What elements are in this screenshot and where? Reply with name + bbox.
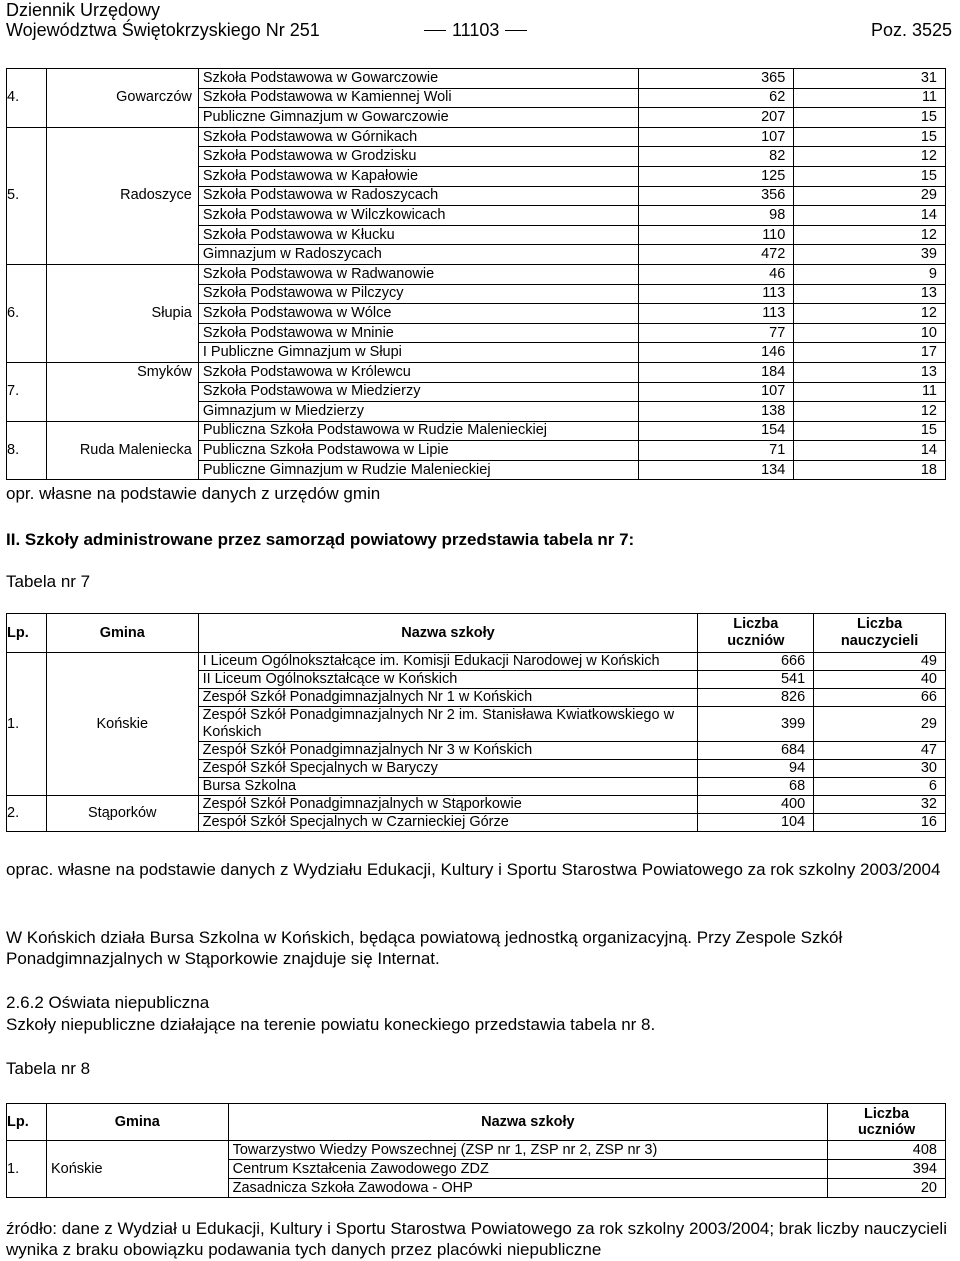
- table-row-teachers: 17: [794, 343, 946, 363]
- table-row: [7, 186, 946, 206]
- table7-title: Tabela nr 7: [6, 572, 91, 591]
- note-gminy-source: opr. własne na podstawie danych z urzędów gmin: [6, 484, 381, 503]
- table-row-school: Publiczna Szkoła Podstawowa w Lipie: [198, 441, 638, 461]
- table-row-teachers: 12: [794, 402, 946, 422]
- t8-header-gmina: Gmina: [46, 1104, 228, 1141]
- journal-subtitle: Województwa Świętokrzyskiego Nr 251: [6, 20, 320, 40]
- table-row: [7, 421, 946, 441]
- table-row-school: Towarzystwo Wiedzy Powszechnej (ZSP nr 1, ZSP nr 2, ZSP nr 3): [228, 1141, 828, 1160]
- t8-header-students: [828, 1104, 946, 1141]
- t8-header-lp: Lp.: [7, 1104, 47, 1141]
- table-row-lp: 5.: [7, 186, 47, 206]
- table-row-lp: [7, 264, 47, 284]
- table-row-students: 541: [698, 671, 814, 689]
- table-row-students: 71: [638, 441, 794, 461]
- table-row-teachers: 30: [814, 760, 946, 778]
- paragraph-bursa: W Końskich działa Bursa Szkolna w Końskich, będąca powiatową jednostką organizacyjną. Przy Zespole Szkół Ponadgimnazjalnych w Stąporkowie znajduje się Internat.: [6, 928, 843, 968]
- table-row-students: 20: [828, 1179, 946, 1198]
- table-row-teachers: 15: [794, 166, 946, 186]
- table-row-students: 107: [638, 382, 794, 402]
- table-row-students: 113: [638, 304, 794, 324]
- table-row: [7, 166, 946, 186]
- table-row-lp: [7, 225, 47, 245]
- table-row-lp: [7, 343, 47, 363]
- table-row-teachers: 15: [794, 421, 946, 441]
- table-row-school: Gimnazjum w Radoszycach: [198, 245, 638, 265]
- t7-lp-2: 2.: [7, 796, 47, 832]
- table-row-students: 94: [698, 760, 814, 778]
- table-row-gmina: Radoszyce: [46, 186, 198, 206]
- table-row-teachers: 14: [794, 441, 946, 461]
- table-row-school: Szkoła Podstawowa w Królewcu: [198, 362, 638, 382]
- page-number-text: 11103: [452, 20, 500, 40]
- table-row-gmina: [46, 225, 198, 245]
- table-row-gmina: [46, 206, 198, 226]
- table-row-teachers: 10: [794, 323, 946, 343]
- table-row-teachers: 15: [794, 108, 946, 128]
- table-row-gmina: [46, 402, 198, 422]
- table-row-teachers: 32: [814, 796, 946, 814]
- t7-header-students: [698, 614, 814, 653]
- section-2-heading: II. Szkoły administrowane przez samorząd powiatowy przedstawia tabela nr 7:: [6, 530, 635, 549]
- table-row-students: 46: [638, 264, 794, 284]
- section-262-text: Szkoły niepubliczne działające na terenie powiatu koneckiego przedstawia tabela nr 8.: [6, 1015, 656, 1034]
- table-row-gmina: Gowarczów: [46, 88, 198, 108]
- table-row-school: Zespół Szkół Ponadgimnazjalnych Nr 2 im. Stanisława Kwiatkowskiego w Końskich: [198, 707, 698, 742]
- table-row-school: Szkoła Podstawowa w Wólce: [198, 304, 638, 324]
- table-row-teachers: 16: [814, 814, 946, 832]
- table-row-lp: [7, 421, 47, 441]
- table-row-students: 184: [638, 362, 794, 382]
- table-row-gmina: [46, 108, 198, 128]
- table-row-school: II Liceum Ogólnokształcące w Końskich: [198, 671, 698, 689]
- table-row-students: 684: [698, 742, 814, 760]
- t7-gmina-konskie: Końskie: [46, 653, 198, 796]
- t8-header-students-line2: uczniów: [857, 1122, 916, 1138]
- table-row-teachers: 15: [794, 127, 946, 147]
- note-powiat-source: oprac. własne na podstawie danych z Wydziału Edukacji, Kultury i Sportu Starostwa Powiatowego za rok szkolny 2003/2004: [6, 860, 941, 879]
- table-row-school: Szkoła Podstawowa w Wilczkowicach: [198, 206, 638, 226]
- table-row: [7, 127, 946, 147]
- table-row-lp: [7, 166, 47, 186]
- table-row-school: Zespół Szkół Ponadgimnazjalnych w Stąporkowie: [198, 796, 698, 814]
- note-niepubliczne-source: źródło: dane z Wydział u Edukacji, Kultury i Sportu Starostwa Powiatowego za rok szkolny 2003/2004; brak liczby nauczycieli wynika z braku obowiązku podawania tych danych przez placówki niepubliczne: [6, 1219, 947, 1259]
- table-row-students: 365: [638, 69, 794, 89]
- t7-header-teachers-line2: nauczycieli: [840, 633, 919, 649]
- table-row-teachers: 47: [814, 742, 946, 760]
- table8-title: Tabela nr 8: [6, 1059, 91, 1078]
- table-row-teachers: 13: [794, 362, 946, 382]
- table-row-students: 408: [828, 1141, 946, 1160]
- table-row-teachers: 39: [794, 245, 946, 265]
- table-row: [7, 382, 946, 402]
- table-row-teachers: 29: [794, 186, 946, 206]
- table-row-students: 113: [638, 284, 794, 304]
- table-row: [7, 225, 946, 245]
- table-row-gmina: [46, 343, 198, 363]
- table-row-school: Publiczne Gimnazjum w Gowarczowie: [198, 108, 638, 128]
- table-row: [7, 460, 946, 480]
- t7-header-school: Nazwa szkoły: [198, 614, 698, 653]
- table-row-students: 62: [638, 88, 794, 108]
- table-row: [7, 147, 946, 167]
- table-row-school: Zasadnicza Szkoła Zawodowa - OHP: [228, 1179, 828, 1198]
- table-row-students: 107: [638, 127, 794, 147]
- table-row-students: 110: [638, 225, 794, 245]
- table-row-school: Zespół Szkół Ponadgimnazjalnych Nr 3 w Końskich: [198, 742, 698, 760]
- table-row-gmina: [46, 245, 198, 265]
- table-row: [7, 323, 946, 343]
- table-row-gmina: Słupia: [46, 304, 198, 324]
- table-row-school: I Liceum Ogólnokształcące im. Komisji Edukacji Narodowej w Końskich: [198, 653, 698, 671]
- table-row-lp: 7.: [7, 382, 47, 402]
- table-row: [7, 402, 946, 422]
- table-row-lp: [7, 245, 47, 265]
- table-row: [7, 264, 946, 284]
- table-row-teachers: 40: [814, 671, 946, 689]
- table-row-teachers: 49: [814, 653, 946, 671]
- table-row-lp: 4.: [7, 88, 47, 108]
- table-row-lp: [7, 323, 47, 343]
- table-row-school: Bursa Szkolna: [198, 778, 698, 796]
- table-row-teachers: 12: [794, 304, 946, 324]
- table-row-school: Szkoła Podstawowa w Grodzisku: [198, 147, 638, 167]
- table-row-gmina: [46, 69, 198, 89]
- table-row-teachers: 31: [794, 69, 946, 89]
- table-row-gmina: [46, 323, 198, 343]
- table-row-teachers: 9: [794, 264, 946, 284]
- t8-lp-1: 1.: [7, 1141, 47, 1198]
- table-row-gmina: [46, 460, 198, 480]
- table-row-teachers: 18: [794, 460, 946, 480]
- t7-header-gmina: Gmina: [46, 614, 198, 653]
- table-row-gmina: Ruda Maleniecka: [46, 441, 198, 461]
- table-row-lp: [7, 460, 47, 480]
- table-row: [7, 69, 946, 89]
- table-row-students: 138: [638, 402, 794, 422]
- table-row-school: Gimnazjum w Miedzierzy: [198, 402, 638, 422]
- table-row-students: 826: [698, 689, 814, 707]
- table-row: [7, 284, 946, 304]
- table-row-school: Publiczna Szkoła Podstawowa w Rudzie Malenieckiej: [198, 421, 638, 441]
- page-number: [424, 20, 527, 40]
- table-row-students: 207: [638, 108, 794, 128]
- table-row-school: Szkoła Podstawowa w Mninie: [198, 323, 638, 343]
- table-row-lp: [7, 402, 47, 422]
- table-row-school: Szkoła Podstawowa w Kłucku: [198, 225, 638, 245]
- t7-lp-1: 1.: [7, 653, 47, 796]
- table-row-teachers: 11: [794, 382, 946, 402]
- table-row-lp: 6.: [7, 304, 47, 324]
- table-row-students: 77: [638, 323, 794, 343]
- table-row: [7, 245, 946, 265]
- table-row-lp: [7, 127, 47, 147]
- table-row-students: 146: [638, 343, 794, 363]
- table-row-gmina: [46, 382, 198, 402]
- table-row: [7, 441, 946, 461]
- table-row-teachers: 14: [794, 206, 946, 226]
- table-row-school: Zespół Szkół Specjalnych w Czarnieckiej Górze: [198, 814, 698, 832]
- table-row-teachers: 12: [794, 225, 946, 245]
- dash-left: [424, 30, 446, 31]
- table-row-students: 82: [638, 147, 794, 167]
- table-row-gmina: [46, 166, 198, 186]
- table-row-lp: [7, 362, 47, 382]
- table-row: [7, 362, 946, 382]
- table-row-students: 134: [638, 460, 794, 480]
- table-row-students: 98: [638, 206, 794, 226]
- table-row-lp: [7, 69, 47, 89]
- table-row: [7, 206, 946, 226]
- table-row-school: Publiczne Gimnazjum w Rudzie Malenieckiej: [198, 460, 638, 480]
- table-row-school: Szkoła Podstawowa w Miedzierzy: [198, 382, 638, 402]
- table-row-school: Szkoła Podstawowa w Gowarczowie: [198, 69, 638, 89]
- table-row-school: Szkoła Podstawowa w Kapałowie: [198, 166, 638, 186]
- t7-header-students-line2: uczniów: [727, 633, 785, 649]
- table-row-lp: 8.: [7, 441, 47, 461]
- t7-header-teachers: [814, 614, 946, 653]
- table-row-students: 125: [638, 166, 794, 186]
- table-row-school: Szkoła Podstawowa w Radwanowie: [198, 264, 638, 284]
- schools-table-gminy: [6, 68, 946, 480]
- schools-table-niepubliczne: [6, 1103, 946, 1198]
- table-row-school: Szkoła Podstawowa w Pilczycy: [198, 284, 638, 304]
- table-row-students: 666: [698, 653, 814, 671]
- t7-gmina-staporkow: Stąporków: [46, 796, 198, 832]
- section-262-title: 2.6.2 Oświata niepubliczna: [6, 993, 210, 1012]
- position-number: Poz. 3525: [870, 20, 952, 40]
- table-row-school: Centrum Kształcenia Zawodowego ZDZ: [228, 1160, 828, 1179]
- table-row: [7, 88, 946, 108]
- t7-header-teachers-line1: Liczba: [857, 616, 903, 632]
- table-row-school: Zespół Szkół Ponadgimnazjalnych Nr 1 w Końskich: [198, 689, 698, 707]
- table-row-students: 68: [698, 778, 814, 796]
- t8-header-students-line1: Liczba: [863, 1106, 910, 1122]
- table-row-lp: [7, 206, 47, 226]
- table-row-students: 154: [638, 421, 794, 441]
- schools-table-powiat: [6, 613, 946, 832]
- table-row-students: 394: [828, 1160, 946, 1179]
- table-row-gmina: [46, 421, 198, 441]
- t8-gmina-konskie: Końskie: [46, 1141, 228, 1198]
- table-row-teachers: 11: [794, 88, 946, 108]
- journal-title: Dziennik Urzędowy: [6, 0, 161, 20]
- table-row-lp: [7, 108, 47, 128]
- table-row-teachers: 13: [794, 284, 946, 304]
- table-row-school: Szkoła Podstawowa w Górnikach: [198, 127, 638, 147]
- table-row-students: 104: [698, 814, 814, 832]
- table-row-school: I Publiczne Gimnazjum w Słupi: [198, 343, 638, 363]
- table-row: [7, 343, 946, 363]
- table-row-lp: [7, 147, 47, 167]
- table-row-gmina: Smyków: [46, 362, 198, 382]
- t8-header-school: Nazwa szkoły: [228, 1104, 828, 1141]
- table-row-gmina: [46, 264, 198, 284]
- table-row-teachers: 6: [814, 778, 946, 796]
- table-row-students: 400: [698, 796, 814, 814]
- table-row-school: Zespół Szkół Specjalnych w Baryczy: [198, 760, 698, 778]
- dash-right: [505, 30, 527, 31]
- table-row-gmina: [46, 284, 198, 304]
- table-row-teachers: 66: [814, 689, 946, 707]
- table-row-students: 472: [638, 245, 794, 265]
- table-row: [7, 108, 946, 128]
- table-row-students: 356: [638, 186, 794, 206]
- table-row-teachers: 29: [814, 707, 946, 742]
- table-row-lp: [7, 284, 47, 304]
- table-row: [7, 304, 946, 324]
- t7-header-lp: Lp.: [7, 614, 47, 653]
- table-row-gmina: [46, 147, 198, 167]
- table-row-school: Szkoła Podstawowa w Kamiennej Woli: [198, 88, 638, 108]
- table-row-teachers: 12: [794, 147, 946, 167]
- table-row-school: Szkoła Podstawowa w Radoszycach: [198, 186, 638, 206]
- table-row-gmina: [46, 127, 198, 147]
- t7-header-students-line1: Liczba: [733, 616, 779, 632]
- table-row-students: 399: [698, 707, 814, 742]
